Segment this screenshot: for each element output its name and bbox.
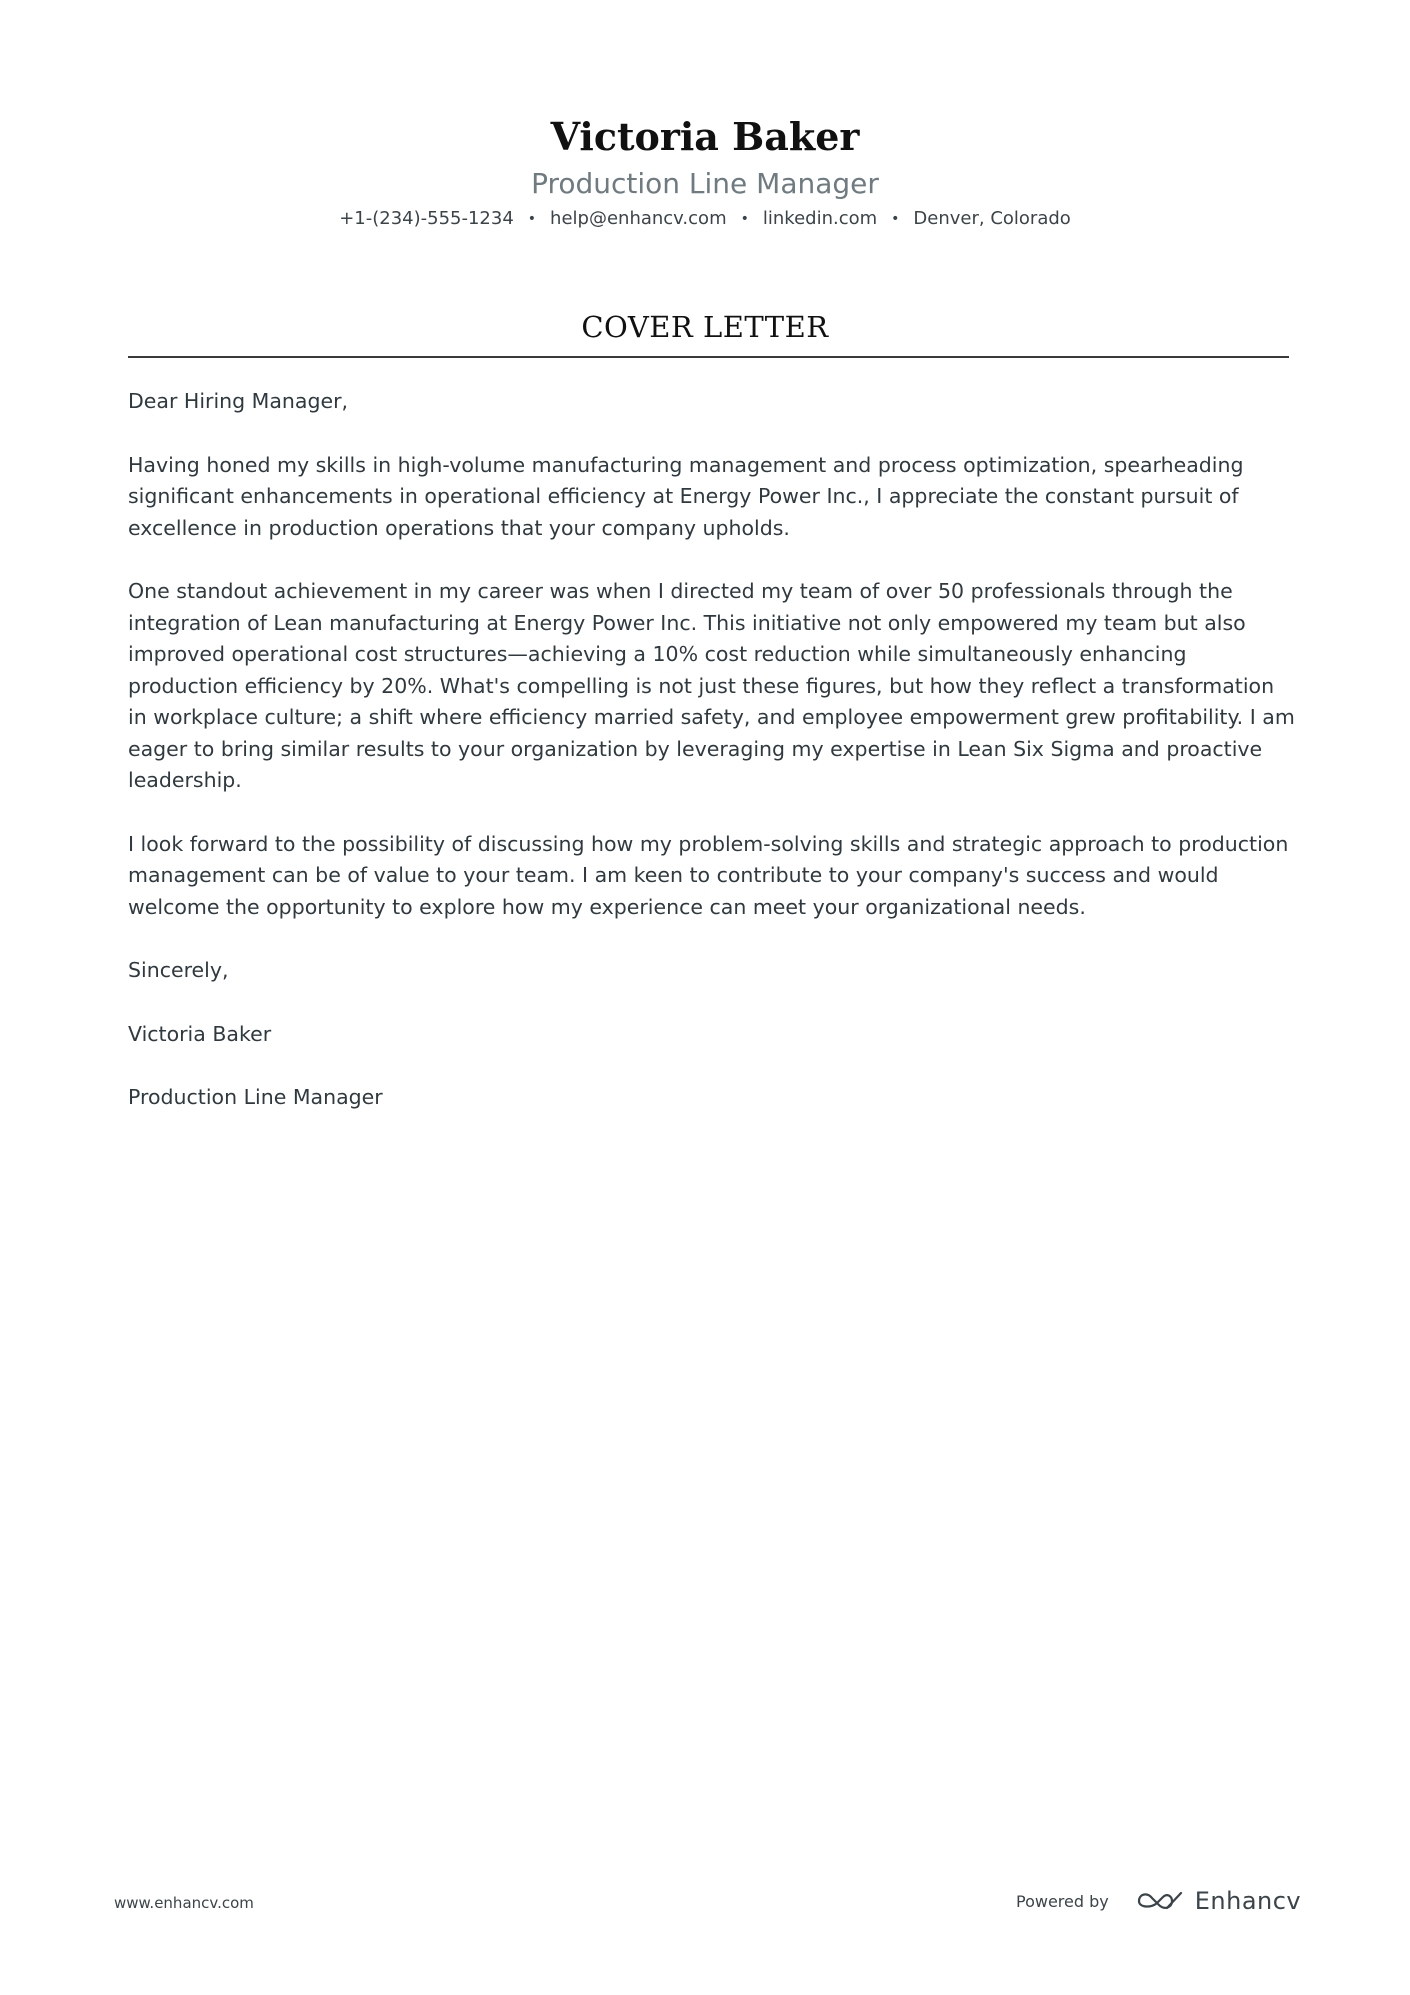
letter-closing: Sincerely, [128,958,229,982]
contact-separator: • [891,211,900,227]
contact-email[interactable]: help@enhancv.com [550,208,727,229]
contact-separator: • [527,211,537,227]
applicant-role: Production Line Manager [531,167,879,200]
contact-line [0,206,1410,232]
contact-location: Denver, Colorado [913,208,1071,229]
section-title: COVER LETTER [581,310,829,344]
footer-branding [1016,1883,1301,1919]
resume-header [0,112,1410,232]
contact-linkedin[interactable]: linkedin.com [762,208,878,229]
contact-phone: +1-(234)-555-1234 [339,208,514,229]
enhancv-logo-icon [1137,1889,1183,1913]
letter-body [128,386,1298,1146]
letter-paragraph-2: One standout achievement in my career was when I directed my team of over 50 professionals through the integration of Lean manufacturing at Energy Power Inc. This initiative not only empowered my team but also improved operational cost structures—achieving a 10% cost reduction while simultaneously enhancing production efficiency by 20%. What's compelling is not just these figures, but how they reflect a transformation in workplace culture; a shift where efficiency married safety, and employee empowerment grew profitability. I am eager to bring similar results to your organization by leveraging my expertise in Lean Six Sigma and proactive leadership. [128,579,1295,792]
letter-paragraph-1: Having honed my skills in high-volume manufacturing management and process optimization, spearheading significant enhancements in operational efficiency at Energy Power Inc., I appreciate the constant pursuit of excellence in production operations that your company upholds. [128,452,1244,540]
letter-paragraph-3: I look forward to the possibility of discussing how my problem-solving skills and strategic approach to production management can be of value to your team. I am keen to contribute to your company's success and would welcome the opportunity to explore how my experience can meet your organizational needs. [128,831,1289,919]
signature-title: Production Line Manager [128,1085,383,1109]
signature-name: Victoria Baker [128,1021,272,1046]
footer-website[interactable]: www.enhancv.com [114,1894,254,1912]
contact-separator: • [740,211,749,227]
applicant-name: Victoria Baker [550,114,860,159]
letter-salutation: Dear Hiring Manager, [128,389,349,413]
brand-name: Enhancv [1194,1887,1302,1915]
section-divider [128,356,1289,358]
powered-by-label: Powered by [1016,1891,1109,1911]
